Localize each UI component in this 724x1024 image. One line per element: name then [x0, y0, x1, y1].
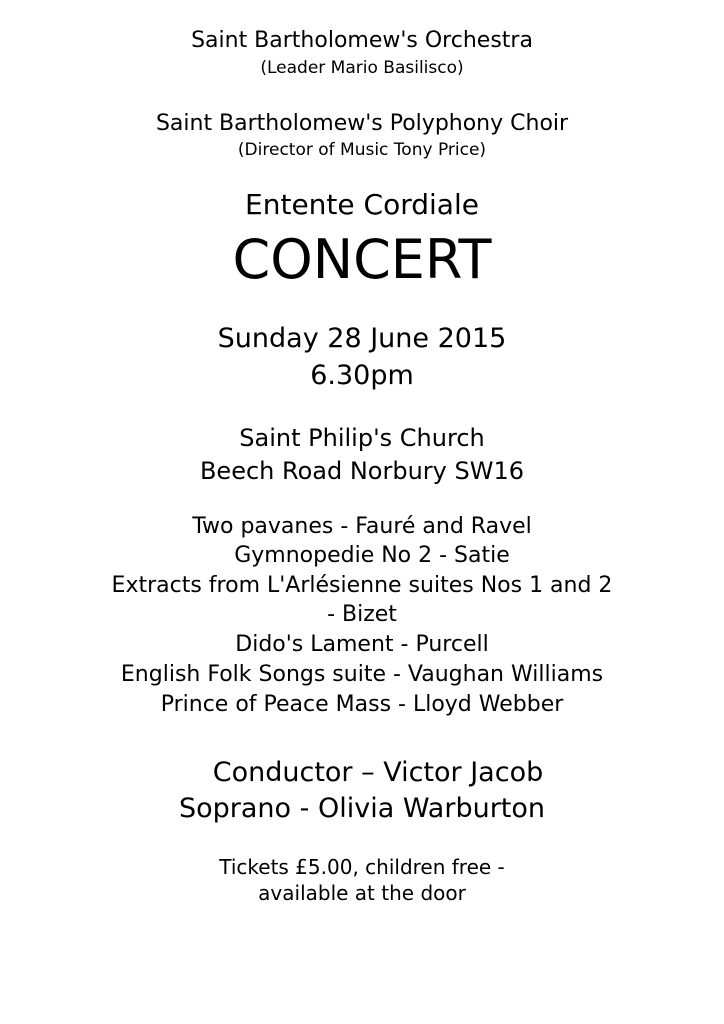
venue-address: Beech Road Norbury SW16 [199, 457, 525, 485]
event-subtitle: Entente Cordiale [245, 188, 479, 221]
programme-item: Dido's Lament - Purcell [235, 632, 489, 657]
programme-item: Two pavanes - Fauré and Ravel [192, 514, 532, 539]
orchestra-leader: (Leader Mario Basilisco) [260, 58, 464, 78]
programme-item: Extracts from L'Arlésienne suites Nos 1 and 2 [111, 573, 613, 598]
ticket-info-line1: Tickets £5.00, children free - [219, 855, 505, 879]
event-title: CONCERT [232, 228, 492, 291]
choir-name: Saint Bartholomew's Polyphony Choir [155, 111, 569, 136]
programme-item: - Bizet [327, 602, 397, 627]
programme-item: Prince of Peace Mass - Lloyd Webber [160, 692, 564, 717]
orchestra-name: Saint Bartholomew's Orchestra [191, 28, 533, 53]
choir-director: (Director of Music Tony Price) [237, 140, 487, 160]
soprano-line: Soprano - Olivia Warburton [178, 793, 546, 824]
event-date: Sunday 28 June 2015 [217, 323, 507, 354]
venue-name: Saint Philip's Church [239, 424, 485, 452]
event-time: 6.30pm [310, 360, 414, 391]
programme-item: Gymnopedie No 2 - Satie [234, 543, 510, 568]
conductor-line: Conductor – Victor Jacob [212, 757, 544, 788]
ticket-info-line2: available at the door [258, 881, 466, 905]
programme-item: English Folk Songs suite - Vaughan Williams [120, 662, 604, 687]
